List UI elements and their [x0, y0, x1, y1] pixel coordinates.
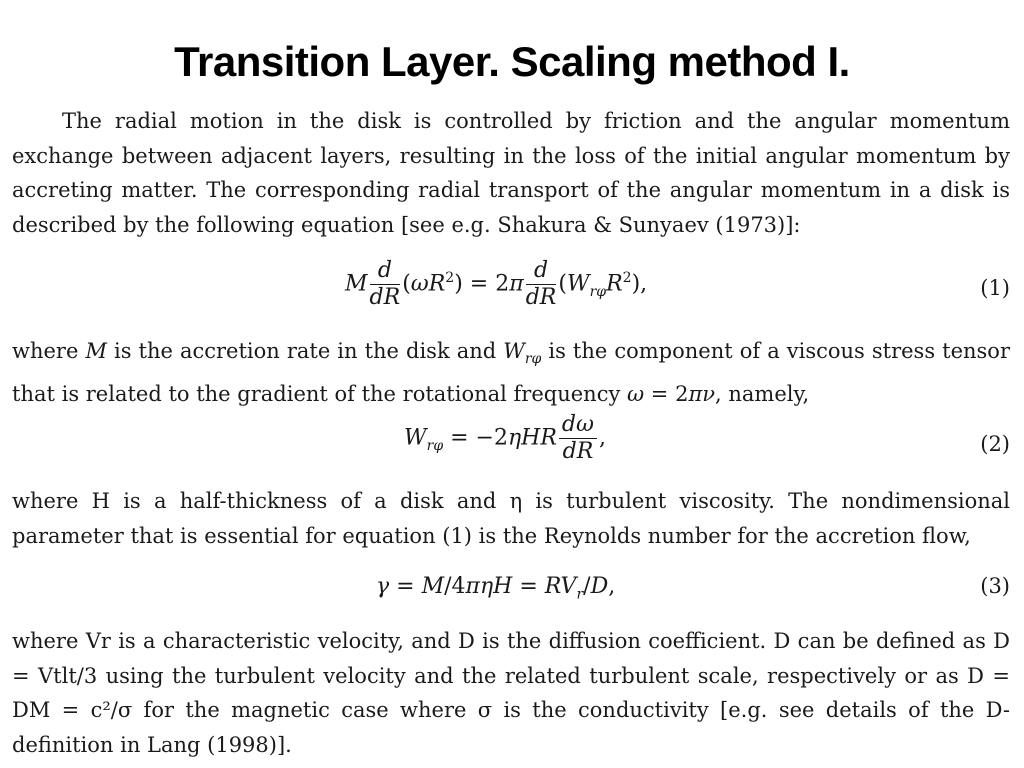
equation-1: [0, 258, 1024, 318]
paragraph-intro: The radial motion in the disk is controlled by friction and the angular momentum exchange between adjacent layers, resulting in the loss of the initial angular momentum by accreting matter. The corresponding radial transport of the angular momentum in a disk is described by the following equation [see e.g. Shakura & Sunyaev (1973)]:: [12, 109, 1010, 237]
equation-1-number: (1): [980, 276, 1010, 300]
paragraph-accretion-rate: where M is the accretion rate in the disk and $W_{r\varphi}$ is the component of a viscous stress tensor that is related to the gradient of the rotational frequency ω = 2πν, namely,: [12, 339, 1010, 406]
paragraph-diffusion: where Vr is a characteristic velocity, and D is the diffusion coefficient. D can be defined as D = Vtlt/3 using the turbulent velocity and the related turbulent scale, respectively or as D = DM = c²/σ for the magnetic case where σ is the conductivity [e.g. see details of the D-definition in Lang (1998)].: [12, 629, 1010, 757]
paragraph-viscosity: where H is a half-thickness of a disk and η is turbulent viscosity. The nondimensional parameter that is essential for equation (1) is the Reynolds number for the accretion flow,: [12, 489, 1010, 548]
equation-1-math: M $\frac{d}{dR}$ $(\omega R^2) = 2\pi$ $\frac{d}{dR}$ $(W_{r\varphi}R^2)$,: [345, 258, 648, 310]
slide-title: Transition Layer. Scaling method I.: [174, 38, 850, 85]
equation-3: [0, 574, 1024, 608]
equation-2-number: (2): [980, 432, 1010, 456]
equation-3-number: (3): [980, 574, 1010, 598]
equation-2: [0, 412, 1024, 474]
equation-2-math: $W_{r\varphi} = -2\eta HR$ $\frac{d\omega}{dR}$ ,: [404, 412, 606, 464]
equation-3-math: $\gamma = M/4\pi\eta H = RV_r/D$,: [376, 574, 616, 603]
